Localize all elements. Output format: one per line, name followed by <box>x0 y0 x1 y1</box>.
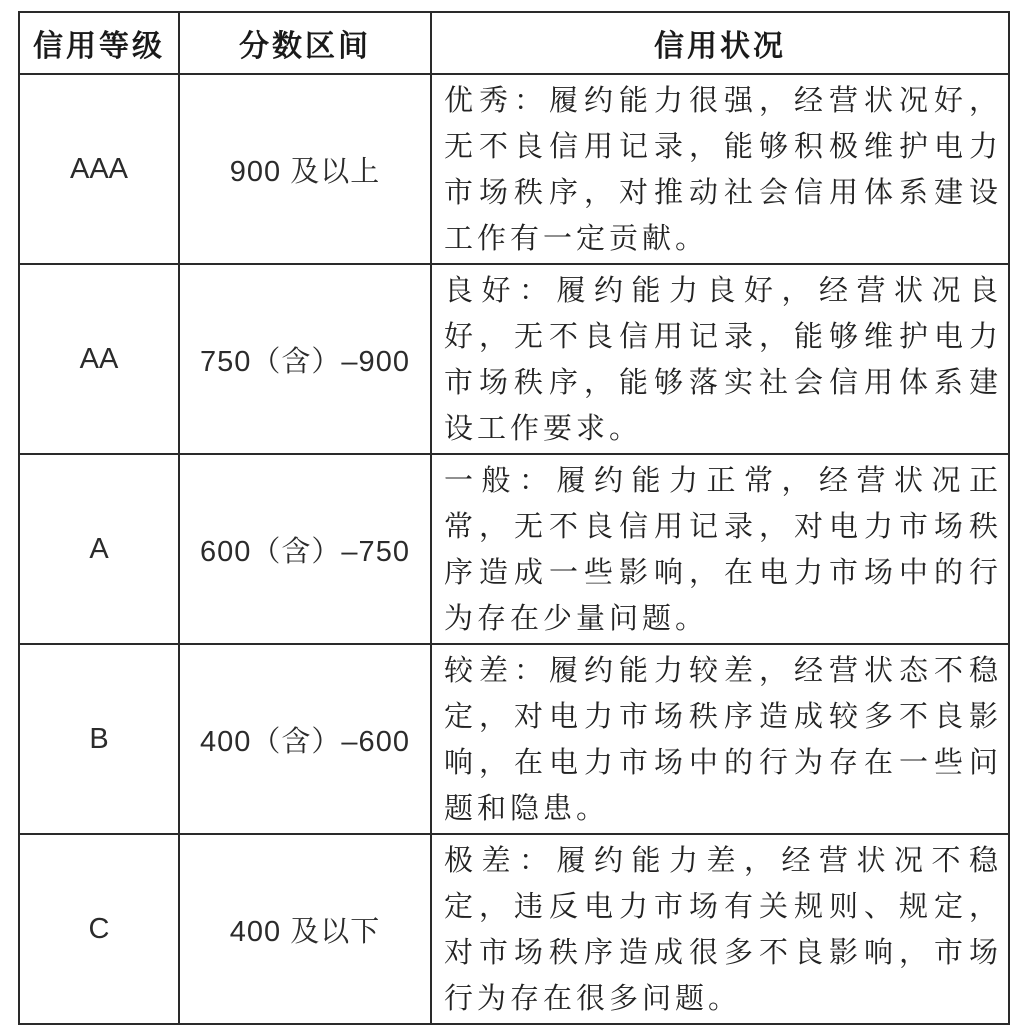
status-description-cell: 极差：履约能力差，经营状况不稳定，违反电力市场有关规则、规定，对市场秩序造成很多不良影响，市场行为存在很多问题。 <box>431 834 1009 1024</box>
table-row <box>19 834 1009 1024</box>
table-header-row <box>19 12 1009 74</box>
table-row <box>19 454 1009 644</box>
status-description-cell: 良好：履约能力良好，经营状况良好，无不良信用记录，能够维护电力市场秩序，能够落实社会信用体系建设工作要求。 <box>431 264 1009 454</box>
score-range-cell: 600（含）–750 <box>179 454 431 644</box>
status-description-cell: 一般：履约能力正常，经营状况正常，无不良信用记录，对电力市场秩序造成一些影响，在电力市场中的行为存在少量问题。 <box>431 454 1009 644</box>
header-credit-status: 信用状况 <box>431 12 1009 74</box>
grade-cell: AAA <box>19 74 179 264</box>
score-range-cell: 750（含）–900 <box>179 264 431 454</box>
table-row <box>19 264 1009 454</box>
grade-cell: AA <box>19 264 179 454</box>
status-description-cell: 优秀：履约能力很强，经营状况好，无不良信用记录，能够积极维护电力市场秩序，对推动社会信用体系建设工作有一定贡献。 <box>431 74 1009 264</box>
grade-cell: B <box>19 644 179 834</box>
credit-rating-table <box>18 11 1010 1025</box>
table-row <box>19 644 1009 834</box>
score-range-cell: 400（含）–600 <box>179 644 431 834</box>
table-row <box>19 74 1009 264</box>
score-range-cell: 900 及以上 <box>179 74 431 264</box>
header-credit-grade: 信用等级 <box>19 12 179 74</box>
status-description-cell: 较差：履约能力较差，经营状态不稳定，对电力市场秩序造成较多不良影响，在电力市场中的行为存在一些问题和隐患。 <box>431 644 1009 834</box>
header-score-range: 分数区间 <box>179 12 431 74</box>
score-range-cell: 400 及以下 <box>179 834 431 1024</box>
grade-cell: C <box>19 834 179 1024</box>
grade-cell: A <box>19 454 179 644</box>
